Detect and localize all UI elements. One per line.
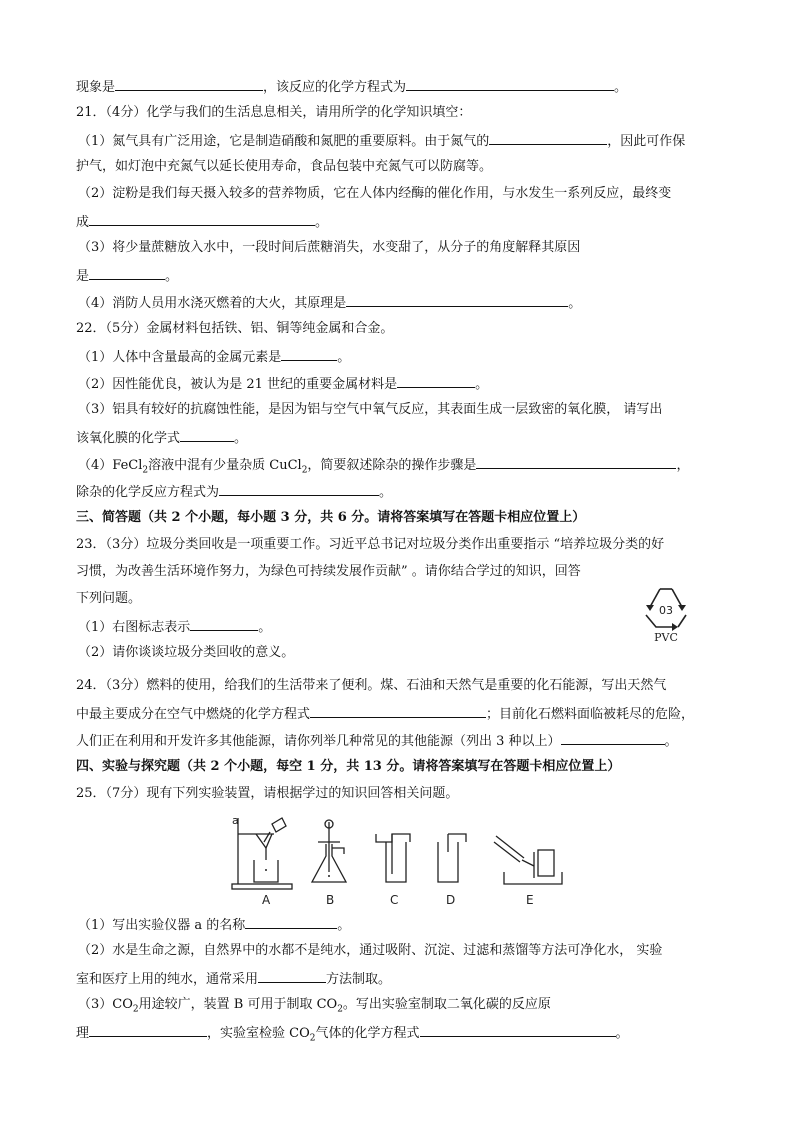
answer-blank[interactable] xyxy=(476,455,676,469)
question-23-cont: 习惯，为改善生活环境作努力，为绿色可持续发展作贡献” 。请你结合学过的知识，回答 xyxy=(76,564,581,579)
question-22: 22．（5分）金属材料包括铁、铝、铜等纯金属和合金。 xyxy=(76,321,394,336)
answer-blank[interactable] xyxy=(397,374,475,388)
pvc-recycle-icon xyxy=(636,583,696,645)
q21-part1-cont: 护气，如灯泡中充氮气以延长使用寿命，食品包装中充氮气可以防腐等。 xyxy=(76,159,493,174)
question-21: 21．（4分）化学与我们的生活息息相关，请用所学的化学知识填空： xyxy=(76,105,472,120)
answer-blank[interactable] xyxy=(219,482,379,496)
answer-blank[interactable] xyxy=(346,293,568,307)
answer-blank[interactable] xyxy=(489,131,607,145)
question-24-cont: 中最主要成分在空气中燃烧的化学方程式 ；目前化石燃料面临被耗尽的危险， xyxy=(76,704,694,724)
answer-blank[interactable] xyxy=(180,428,234,442)
q25-part3: $(3)CO_2$用途较广，装置 B 可用于制取 $CO_2$。写出实验室制取二氧化碳的反应原 xyxy=(78,997,551,1015)
answer-blank[interactable] xyxy=(89,1023,207,1037)
q22-part2: （2）因性能优良，被认为是 21 世纪的重要金属材料是 。 xyxy=(78,374,488,394)
q21-part1: （1）氮气具有广泛用途，它是制造硝酸和氮肥的重要原料。由于氮气的 ，因此可作保 xyxy=(78,131,685,151)
question-24-cont2: 人们正在利用和开发许多其他能源，请你列举几种常见的其他能源（列出 3 种以上） 。 xyxy=(76,731,678,751)
answer-blank[interactable] xyxy=(89,266,165,280)
apparatus-label-A: A xyxy=(262,893,271,907)
apparatus-label-E: E xyxy=(526,893,534,907)
answer-blank[interactable] xyxy=(115,77,263,91)
q21-part3: （3）将少量蔗糖放入水中，一段时间后蔗糖消失，水变甜了，从分子的角度解释其原因 xyxy=(78,240,581,255)
q23-part2: （2）请你谈谈垃圾分类回收的意义。 xyxy=(78,645,295,660)
recycle-label: PVC xyxy=(654,631,678,644)
apparatus-label-B: B xyxy=(326,893,335,907)
apparatus-label-C: C xyxy=(390,893,399,907)
answer-blank[interactable] xyxy=(245,915,337,929)
answer-blank[interactable] xyxy=(406,77,614,91)
q22-part4: （4）FeCl$_2$溶液中混有少量杂质 CuCl$_2$，简要叙述除杂的操作步骤是 ， xyxy=(78,455,689,475)
q21-part4: （4）消防人员用水浇灭燃着的大火，其原理是 。 xyxy=(78,293,581,313)
line-01: 现象是 ，该反应的化学方程式为 。 xyxy=(76,77,627,97)
q23-part1: （1）右图标志表示 。 xyxy=(78,617,271,637)
q21-part3-cont: 是 。 xyxy=(76,266,178,286)
q25-part2-cont: 室和医疗上用的纯水，通常采用 方法制取。 xyxy=(76,969,391,989)
answer-blank[interactable] xyxy=(310,704,486,718)
apparatus-a-label: a xyxy=(232,814,239,827)
answer-blank[interactable] xyxy=(258,969,326,983)
section-3-heading: 三、简答题（共 2 个小题，每小题 3 分，共 6 分。请将答案填写在答题卡相应位置上） xyxy=(76,510,586,525)
q22-part3-cont: 该氧化膜的化学式 。 xyxy=(76,428,247,448)
question-23-cont2: 下列问题。 xyxy=(76,591,142,606)
q22-part1: （1）人体中含量最高的金属元素是 。 xyxy=(78,347,350,367)
q22-part3: （3）铝具有较好的抗腐蚀性能，是因为铝与空气中氧气反应，其表面生成一层致密的氧化膜， 请写出 xyxy=(78,402,663,417)
answer-blank[interactable] xyxy=(420,1023,616,1037)
answer-blank[interactable] xyxy=(281,347,337,361)
q21-part2-cont: 成 。 xyxy=(76,212,328,232)
question-23: 23．（3分）垃圾分类回收是一项重要工作。习近平总书记对垃圾分类作出重要指示 “培养垃圾分类的好 xyxy=(76,537,665,552)
section-4-heading: 四、实验与探究题（共 2 个小题，每空 1 分，共 13 分。请将答案填写在答题卡相应位置上） xyxy=(76,759,621,774)
q21-part2: （2）淀粉是我们每天摄入较多的营养物质，它在人体内经酶的催化作用，与水发生一系列反应，最终变 xyxy=(78,186,672,201)
q25-part2: （2）水是生命之源，自然界中的水都不是纯水，通过吸附、沉淀、过滤和蒸馏等方法可净化水， 实验 xyxy=(78,943,663,958)
recycle-code: 03 xyxy=(659,604,673,617)
q25-part3-cont: 理 ，实验室检验 $CO_2$气体的化学方程式 。 xyxy=(76,1023,629,1043)
q22-part4-cont: 除杂的化学反应方程式为 。 xyxy=(76,482,392,502)
answer-blank[interactable] xyxy=(190,617,258,631)
apparatus-figure xyxy=(226,812,566,908)
answer-blank[interactable] xyxy=(89,212,315,226)
q25-part1: （1）写出实验仪器 a 的名称 。 xyxy=(78,915,350,935)
question-25: 25．（7分）现有下列实验装置，请根据学过的知识回答相关问题。 xyxy=(76,786,459,801)
apparatus-label-D: D xyxy=(446,893,456,907)
question-24: 24．（3分）燃料的使用，给我们的生活带来了便利。煤、石油和天然气是重要的化石能源，写出天然气 xyxy=(76,678,667,693)
answer-blank[interactable] xyxy=(561,731,665,745)
